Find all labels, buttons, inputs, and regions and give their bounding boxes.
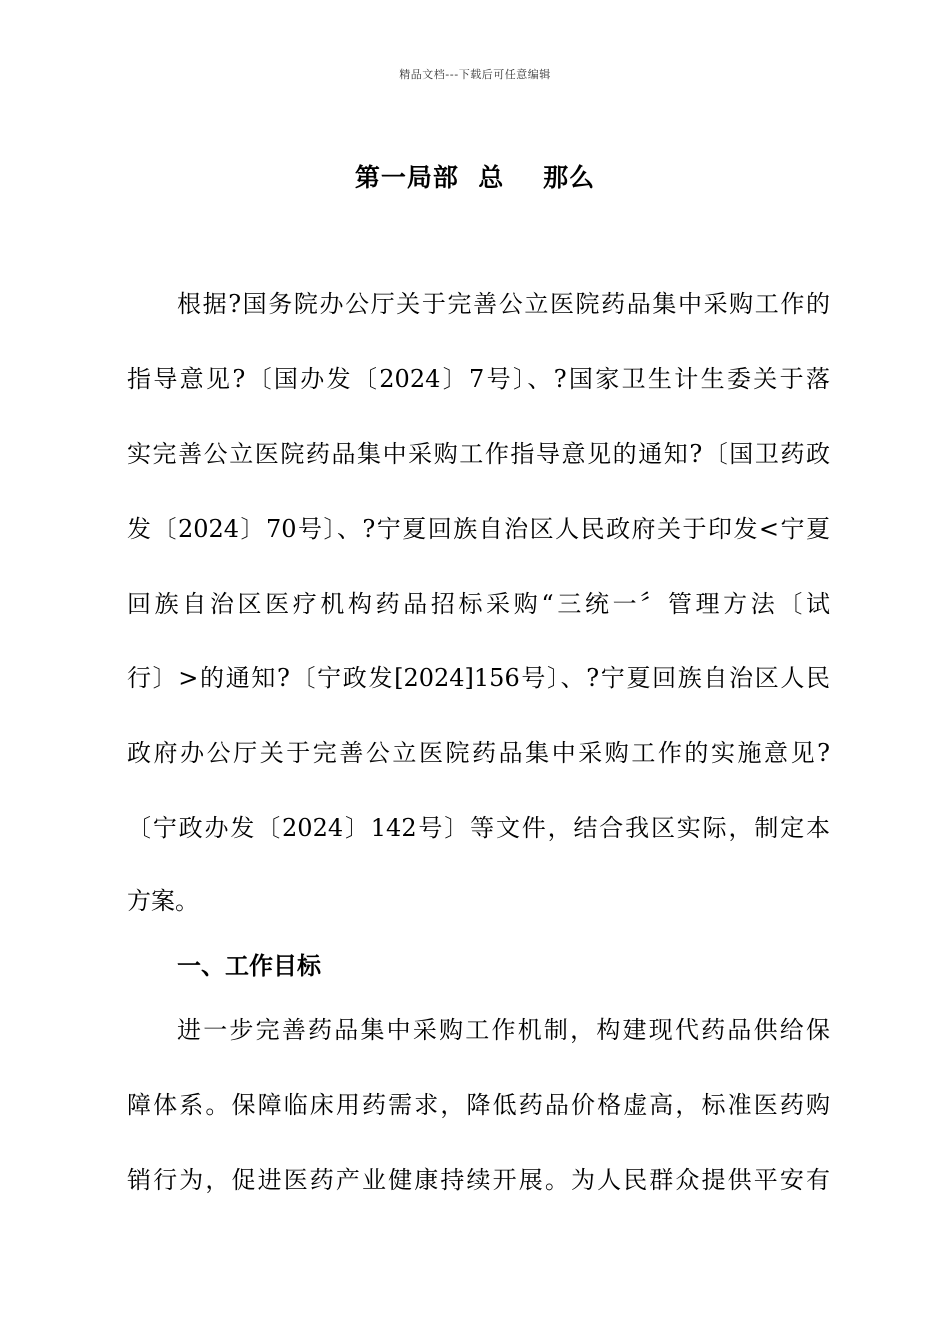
running-header: 精品文档---下载后可任意编辑 [399, 68, 551, 81]
paragraph-line: 实完善公立医院药品集中采购工作指导意见的通知?〔国卫药政 [127, 440, 830, 468]
paragraph-line: 〔宁政办发〔2024〕142号〕等文件，结合我区实际，制定本 [127, 814, 830, 842]
paragraph-line: 进一步完善药品集中采购工作机制，构建现代药品供给保 [177, 1016, 830, 1044]
paragraph-line: 回族自治区医疗机构药品招标采购“三统一〞管理方法〔试 [127, 590, 830, 618]
paragraph-line: 销行为，促进医药产业健康持续开展。为人民群众提供平安有 [127, 1166, 830, 1194]
paragraph-line: 方案。 [127, 887, 199, 915]
paragraph-line: 障体系。保障临床用药需求，降低药品价格虚高，标准医药购 [127, 1091, 830, 1119]
paragraph-line: 根据?国务院办公厅关于完善公立医院药品集中采购工作的 [177, 290, 830, 318]
paragraph-line: 行〕>的通知?〔宁政发[2024]156号〕、?宁夏回族自治区人民 [127, 664, 830, 692]
paragraph-line: 政府办公厅关于完善公立医院药品集中采购工作的实施意见? [127, 739, 830, 767]
paragraph-line: 指导意见?〔国办发〔2024〕7号〕、?国家卫生计生委关于落 [127, 365, 830, 393]
paragraph-line: 发〔2024〕70号〕、?宁夏回族自治区人民政府关于印发<宁夏 [127, 515, 830, 543]
chapter-title: 第一局部 总 那么 [354, 163, 596, 192]
section-heading: 一、工作目标 [177, 952, 321, 980]
